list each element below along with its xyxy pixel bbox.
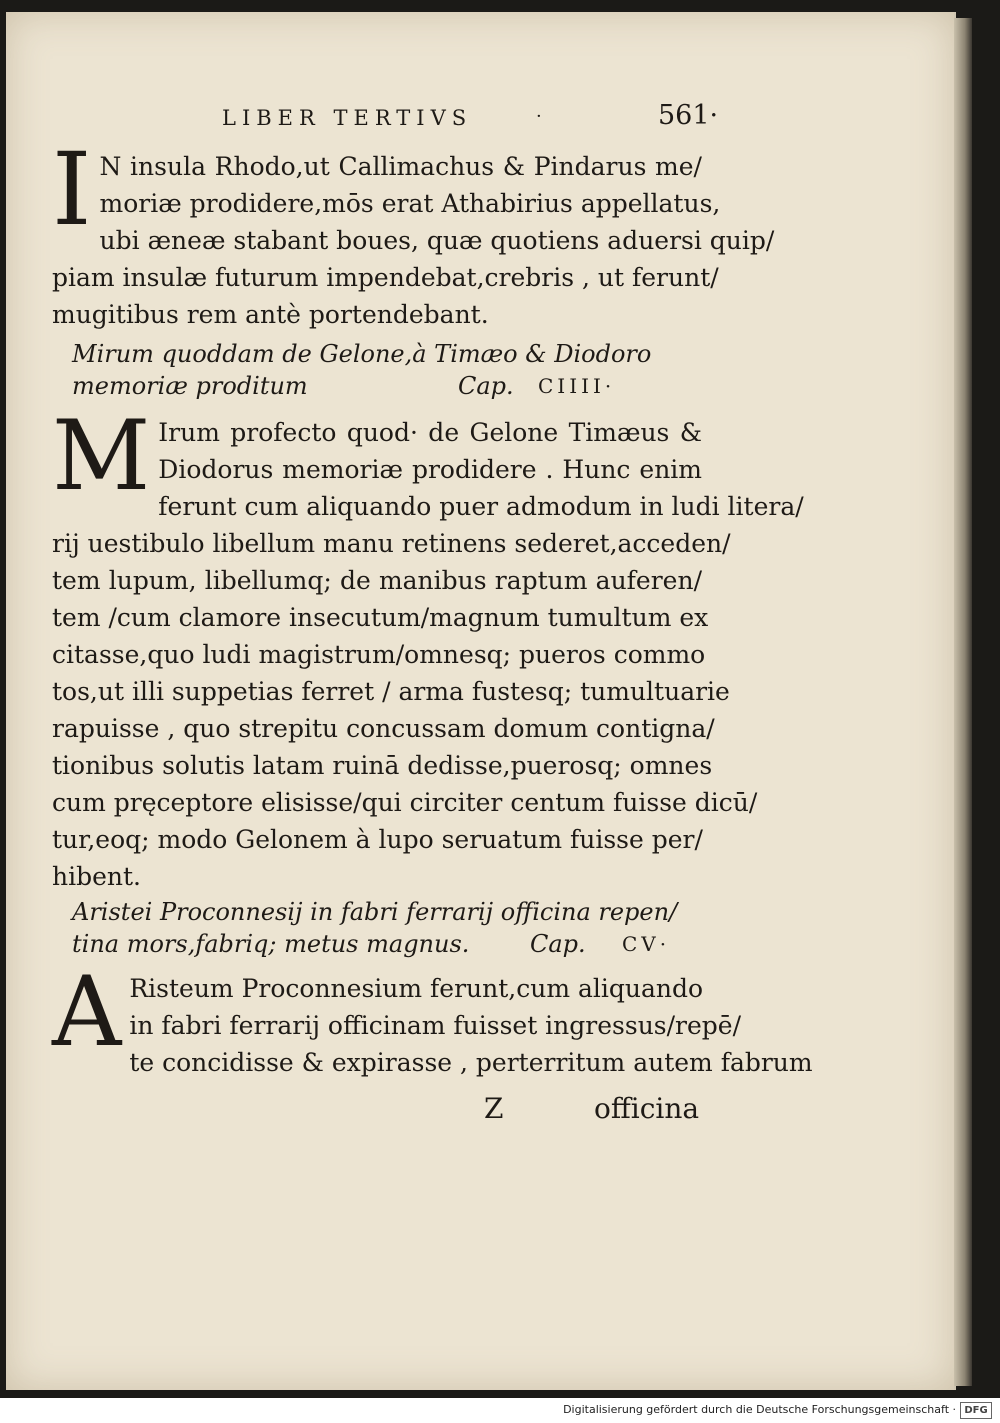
text-line: rapuisse , quo strepitu concussam domum contigna/ [52, 714, 715, 743]
paragraph-gelon [52, 400, 804, 895]
cap-number: CV· [622, 932, 671, 956]
heading-line [72, 928, 692, 960]
running-title: LIBER TERTIVS [222, 106, 473, 130]
text-line: Risteum Proconnesium ferunt,cum aliquando [129, 974, 704, 1003]
text-line: tur,eoq; modo Gelonem à lupo seruatum fuisse per/ [52, 825, 703, 854]
text-line: Diodorus memoriæ prodidere . Hunc enim [158, 455, 702, 484]
running-head [6, 98, 954, 138]
text-line: in fabri ferrarij officinam fuisset ingressus/repē/ [129, 1011, 742, 1040]
drop-cap: I [52, 131, 92, 248]
paragraph-aristeas [52, 956, 813, 1081]
text-line: tem /cum clamore insecutum/magnum tumultum ex [52, 603, 709, 632]
heading-text: tina mors,fabriq; metus magnus. [72, 930, 470, 958]
text-line: tionibus solutis latam ruinā dedisse,puerosq; omnes [52, 751, 713, 780]
cap-label: Cap. [530, 930, 586, 958]
heading-line [72, 370, 692, 402]
text-line: cum pręceptore elisisse/qui circiter centum fuisse dicū/ [52, 788, 758, 817]
catchword: officina [594, 1092, 700, 1125]
text-line: mugitibus rem antè portendebant. [52, 300, 489, 329]
text-line: citasse,quo ludi magistrum/omnesq; pueros commo [52, 640, 706, 669]
drop-cap: M [52, 400, 151, 512]
text-line: moriæ prodidere,mōs erat Athabirius appellatus, [99, 189, 721, 218]
text-line: te concidisse & expirasse , perterritum autem fabrum [129, 1048, 813, 1077]
footer-credit: Digitalisierung gefördert durch die Deutsche Forschungsgemeinschaft · [563, 1403, 956, 1416]
text-line: tem lupum, libellumq; de manibus raptum auferen/ [52, 566, 702, 595]
chapter-heading-ciiii [72, 338, 692, 402]
text-line: N insula Rhodo,ut Callimachus & Pindarus me/ [99, 152, 702, 181]
signature-mark: Z [484, 1092, 504, 1125]
drop-cap: A [52, 956, 122, 1068]
page-number: 561· [658, 100, 719, 131]
text-line: ferunt cum aliquando puer admodum in ludi litera/ [158, 492, 804, 521]
text-line: piam insulæ futurum impendebat,crebris , ut ferunt/ [52, 263, 719, 292]
page-edge [954, 18, 972, 1386]
dfg-logo-icon: DFG [960, 1402, 992, 1419]
chapter-heading-cv [72, 896, 692, 960]
text-line: rij uestibulo libellum manu retinens sederet,acceden/ [52, 529, 731, 558]
text-line: ubi æneæ stabant boues, quæ quotiens aduersi quip/ [99, 226, 775, 255]
cap-label: Cap. [458, 372, 514, 400]
heading-line: Mirum quoddam de Gelone,à Timæo & Diodoro [72, 340, 652, 368]
heading-line: Aristei Proconnesij in fabri ferrarij officina repen/ [72, 898, 678, 926]
text-line: Irum profecto quod· de Gelone Timæus & [158, 418, 702, 447]
running-head-dot: · [536, 106, 542, 127]
footer-bar [0, 1398, 1000, 1423]
heading-text: memoriæ proditum [72, 372, 308, 400]
text-line: tos,ut illi suppetias ferret / arma fustesq; tumultuarie [52, 677, 730, 706]
paragraph-rhodes [52, 131, 775, 333]
text-line: hibent. [52, 862, 141, 891]
cap-number: CIIII· [538, 374, 616, 398]
book-page [6, 12, 956, 1390]
